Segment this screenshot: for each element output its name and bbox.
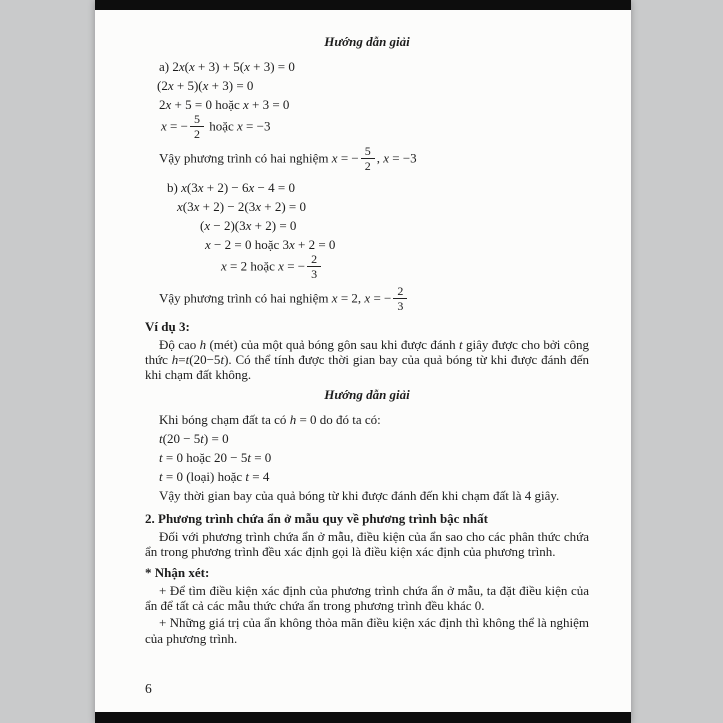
paragraph: Đối với phương trình chứa ẩn ở mẫu, điều kiện của ẩn sao cho các phân thức chứa ẩn trong phương trình đều xác định gọi là điều kiện xác định của phương trình. — [145, 528, 589, 559]
math-text: a) 2x(x + 3) + 5(x + 3) = 0 — [159, 59, 295, 74]
math-text: x(3x + 2) − 2(3x + 2) = 0 — [177, 199, 307, 214]
math-line — [145, 114, 589, 141]
math-line — [145, 57, 589, 76]
math-text: hoặc x = −3 — [205, 118, 271, 134]
fraction — [307, 253, 321, 280]
math-text: x = 2 hoặc x = − — [221, 258, 306, 274]
math-line — [145, 486, 589, 505]
math-text: Vậy thời gian bay của quả bóng từ khi được đánh đến khi chạm đất là 4 giây. — [159, 487, 560, 503]
math-line — [145, 146, 589, 173]
math-line — [145, 254, 589, 281]
math-text: (x − 2)(3x + 2) = 0 — [200, 218, 297, 233]
math-line — [145, 197, 589, 216]
math-text: Vậy phương trình có hai nghiệm x = − — [159, 150, 359, 166]
fraction — [190, 113, 204, 140]
math-text: t = 0 (loại) hoặc t = 4 — [159, 468, 270, 484]
solution-guide-title: Hướng dẫn giải — [324, 386, 410, 402]
math-line — [145, 410, 589, 429]
textbook-page — [95, 0, 631, 723]
math-text: t = 0 hoặc 20 − 5t = 0 — [159, 449, 272, 465]
math-text: (2x + 5)(x + 3) = 0 — [157, 78, 254, 93]
fraction-denominator: 3 — [311, 267, 318, 281]
fraction-numerator: 5 — [361, 145, 375, 159]
paragraph: + Những giá trị của ẩn không thỏa mãn điều kiện xác định thì không thể là nghiệm của phương trình. — [145, 615, 589, 646]
fraction-denominator: 3 — [397, 299, 404, 313]
solution-guide-title: Hướng dẫn giải — [324, 34, 410, 49]
math-line — [145, 178, 589, 197]
fraction-denominator: 2 — [193, 127, 200, 141]
fraction — [393, 285, 407, 312]
fraction-numerator: 2 — [307, 253, 321, 267]
section-heading: 2. Phương trình chứa ẩn ở mẫu quy về phương trình bậc nhất — [145, 510, 488, 526]
fraction — [361, 145, 375, 172]
math-text: x − 2 = 0 hoặc 3x + 2 = 0 — [205, 237, 336, 252]
math-text: Khi bóng chạm đất ta có h = 0 do đó ta có: — [159, 411, 381, 427]
math-text: 2x + 5 = 0 hoặc x + 3 = 0 — [159, 97, 290, 112]
math-line — [145, 467, 589, 486]
page-content — [95, 10, 631, 646]
fraction-numerator: 2 — [393, 285, 407, 299]
math-line — [145, 76, 589, 95]
math-line — [145, 429, 589, 448]
section-heading: Ví dụ 3: — [145, 319, 190, 334]
fraction-numerator: 5 — [190, 113, 204, 127]
section-heading: * Nhận xét: — [145, 565, 210, 581]
paragraph: + Để tìm điều kiện xác định của phương trình chứa ẩn ở mẫu, ta đặt điều kiện của ẩn để tất cả các mẫu thức chứa ẩn trong phương trình đều khác 0. — [145, 583, 589, 614]
math-line — [145, 448, 589, 467]
math-line — [145, 235, 589, 254]
paragraph: Độ cao h (mét) của một quả bóng gôn sau khi được đánh t giây được cho bởi công thức h=t(20−5t). Có thể tính được thời gian bay của quả bóng từ khi được đánh đến khi chạm đất không. — [145, 337, 590, 383]
math-text: b) x(3x + 2) − 6x − 4 = 0 — [167, 180, 295, 195]
math-line — [145, 95, 589, 114]
math-text: , x = −3 — [376, 150, 417, 166]
math-text: Vậy phương trình có hai nghiệm x = 2, x = − — [159, 290, 392, 306]
page-number: 6 — [145, 681, 152, 696]
math-text: t(20 − 5t) = 0 — [159, 430, 229, 446]
math-line — [145, 286, 589, 313]
math-text: x = − — [161, 118, 188, 134]
bottom-black-bar — [95, 712, 631, 723]
fraction-denominator: 2 — [364, 159, 371, 173]
top-black-bar — [95, 0, 631, 10]
math-line — [145, 216, 589, 235]
